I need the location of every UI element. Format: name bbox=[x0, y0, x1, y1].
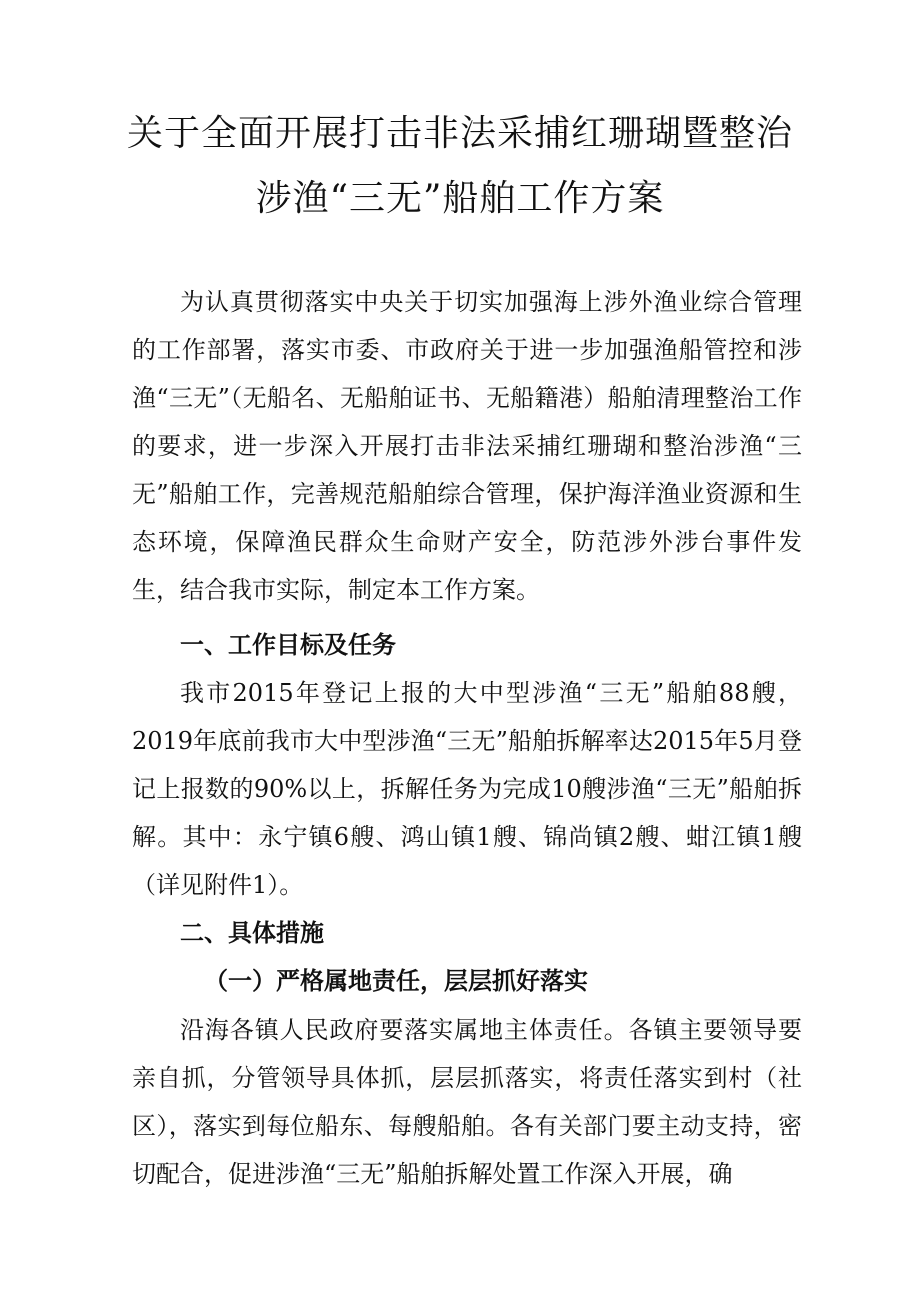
document-title-line-1: 关于全面开展打击非法采捕红珊瑚暨整治 bbox=[126, 113, 793, 154]
section-heading-goals: 一、工作目标及任务 bbox=[180, 631, 396, 659]
section-heading-measures: 二、具体措施 bbox=[180, 919, 324, 947]
goals-paragraph: 我市2015年登记上报的大中型涉渔“三无”船舶88艘，2019年底前我市大中型涉渔“三无”船舶拆解率达2015年5月登记上报数的90%以上，拆解任务为完成10艘涉渔“三无”船舶拆解。其中：永宁镇6艘、鸿山镇1艘、锦尚镇2艘、蚶江镇1艘（详见附件1）。 bbox=[132, 679, 802, 899]
measures-paragraph: 沿海各镇人民政府要落实属地主体责任。各镇主要领导要亲自抓，分管领导具体抓，层层抓落实，将责任落实到村（社区），落实到每位船东、每艘船舶。各有关部门要主动支持，密切配合，促进涉渔“三无”船舶拆解处置工作深入开展，确 bbox=[132, 1016, 802, 1188]
intro-paragraph: 为认真贯彻落实中央关于切实加强海上涉外渔业综合管理的工作部署，落实市委、市政府关于进一步加强渔船管控和涉渔“三无”（无船名、无船舶证书、无船籍港）船舶清理整治工作的要求，进一步深入开展打击非法采捕红珊瑚和整治涉渔“三无”船舶工作，完善规范船舶综合管理，保护海洋渔业资源和生态环境，保障渔民群众生命财产安全，防范涉外涉台事件发生，结合我市实际，制定本工作方案。 bbox=[132, 288, 802, 604]
document-title-line-2: 涉渔“三无”船舶工作方案 bbox=[255, 178, 665, 219]
subsection-heading-responsibility: （一）严格属地责任，层层抓好落实 bbox=[204, 967, 588, 995]
